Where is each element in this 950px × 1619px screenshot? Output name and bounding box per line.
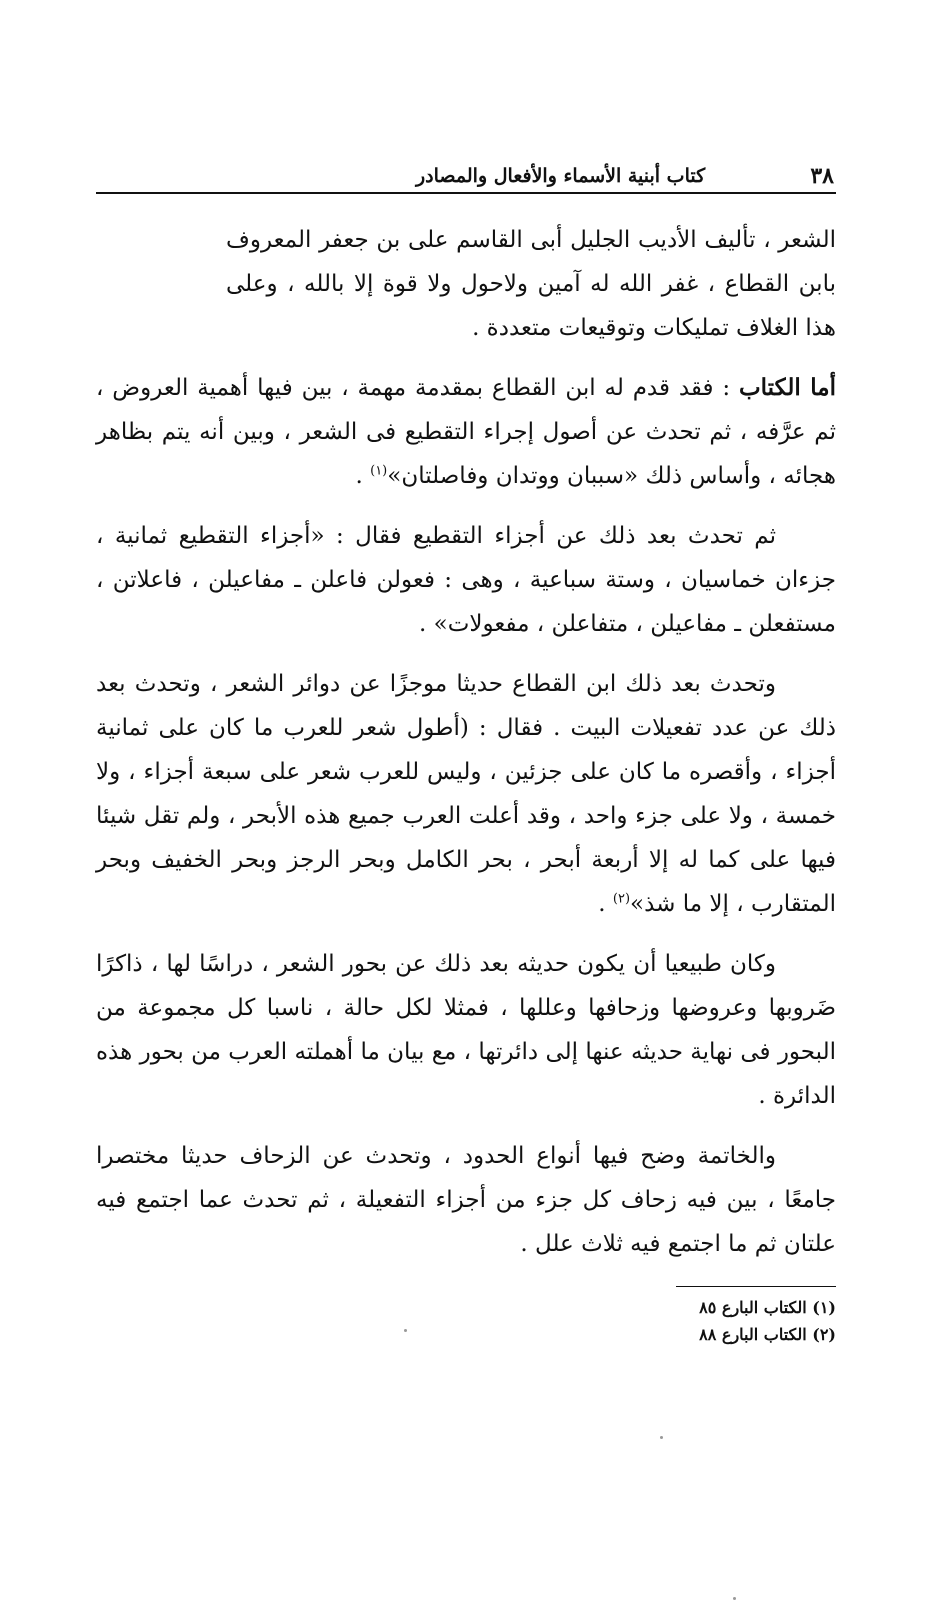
paragraph-tail: . — [598, 891, 613, 917]
page-number: ٣٨ — [810, 163, 834, 189]
paragraph-text: : فقد قدم له ابن القطاع بمقدمة مهمة ، بين فيها أهمية العروض ، ثم عرَّفه ، ثم تحدث عن أصول إجراء التقطيع فى الشعر ، وبين أنه يتم بظاهر هجائه ، وأساس ذلك «سببان ووتدان وفاصلتان» — [96, 375, 836, 489]
scan-speck — [733, 1597, 736, 1600]
page-header — [96, 155, 836, 195]
paragraph-lead-term: أما الكتاب — [739, 374, 836, 401]
footnote-1: (١) الكتاب البارع ٨٥ — [699, 1298, 836, 1317]
paragraph-text: وكان طبيعيا أن يكون حديثه بعد ذلك عن بحور الشعر ، دراسًا لها ، ذاكرًا ضَروبها وعروضها وزحافها وعللها ، فمثلا لكل حالة ، ناسبا كل مجموعة من البحور فى نهاية حديثه عنها إلى دائرتها ، مع بيان ما أهملته العرب من بحور هذه الدائرة . — [96, 951, 836, 1109]
paragraph-text: الشعر ، تأليف الأديب الجليل أبى القاسم على بن جعفر المعروف بابن القطاع ، غفر الله له آمين ولاحول ولا قوة إلا بالله ، وعلى هذا الغلاف تمليكات وتوقيعات متعددة . — [226, 227, 836, 341]
paragraph-tail: . — [355, 463, 371, 489]
paragraph-text: والخاتمة وضح فيها أنواع الحدود ، وتحدث عن الزحاف حديثا مختصرا جامعًا ، بين فيه زحاف كل جزء من أجزاء التفعيلة ، ثم تحدث عما اجتمع فيه علتان ثم ما اجتمع فيه ثلاث علل . — [96, 1143, 836, 1257]
paragraph-2 — [96, 366, 836, 498]
footnote-2: (٢) الكتاب البارع ٨٨ — [699, 1325, 836, 1344]
footnote-ref-2: (٢) — [612, 891, 631, 907]
footnotes — [536, 1294, 836, 1348]
paragraph-4 — [96, 662, 836, 926]
header-rule — [96, 192, 836, 194]
paragraph-5 — [96, 942, 836, 1118]
paragraph-6 — [96, 1134, 836, 1266]
paragraph-text: وتحدث بعد ذلك ابن القطاع حديثا موجزًا عن دوائر الشعر ، وتحدث بعد ذلك عن عدد تفعيلات البيت . فقال : (أطول شعر للعرب ما كان على ثمانية أجزاء ، وأقصره ما كان على جزئين ، وليس للعرب شعر على سبعة أجزاء ، ولا خمسة ، ولا على جزء واحد ، وقد أعلت العرب جميع هذه الأبحر ، ولم تقل شيئا فيها على كما له إلا أربعة أبحر ، بحر الكامل وبحر الرجز وبحر الخفيف وبحر المتقارب ، إلا ما شذ» — [96, 671, 836, 917]
paragraph-3 — [96, 514, 836, 646]
scan-speck — [660, 1436, 663, 1439]
body-text — [96, 218, 836, 1282]
footnote-rule — [676, 1286, 836, 1287]
paragraph-1 — [96, 218, 836, 350]
scan-speck — [404, 1329, 407, 1332]
running-title: كتاب أبنية الأسماء والأفعال والمصادر — [416, 165, 706, 187]
footnote-ref-1: (١) — [370, 463, 388, 479]
paragraph-text: ثم تحدث بعد ذلك عن أجزاء التقطيع فقال : «أجزاء التقطيع ثمانية ، جزءان خماسيان ، وستة سباعية ، وهى : فعولن فاعلن ـ مفاعيلن ، فاعلاتن ، مستفعلن ـ مفاعيلن ، متفاعلن ، مفعولات» . — [96, 523, 836, 637]
